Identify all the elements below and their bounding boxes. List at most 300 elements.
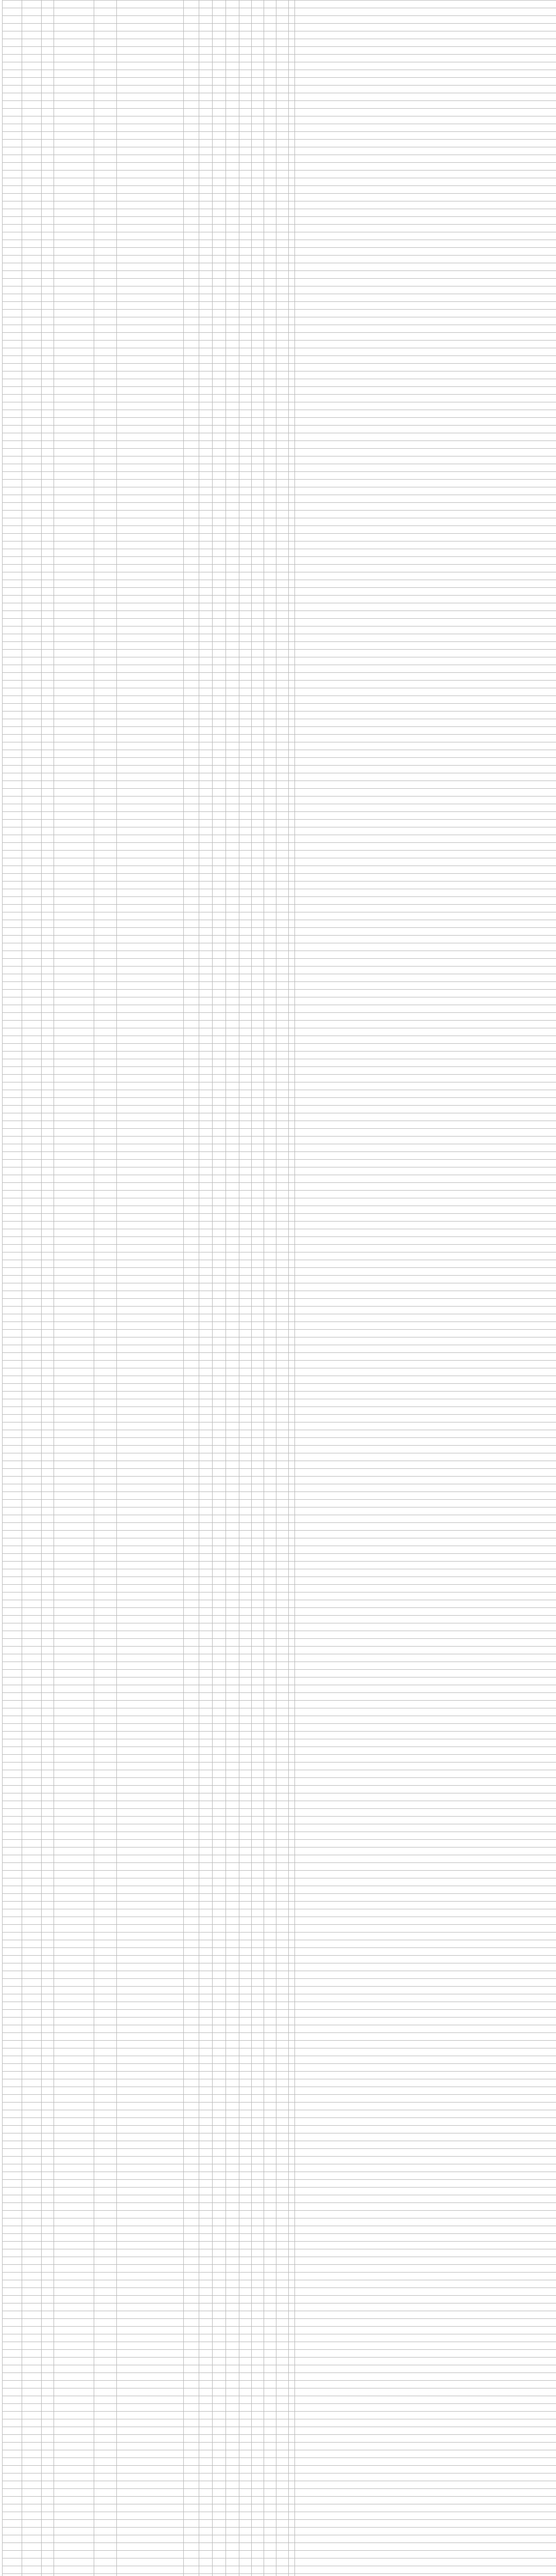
table-cell (213, 1276, 226, 1283)
table-cell (199, 1160, 213, 1167)
table-cell (54, 1484, 94, 1492)
table-cell (213, 866, 226, 874)
table-cell (226, 851, 239, 858)
table-cell (3, 1724, 22, 1732)
table-cell (3, 2211, 22, 2218)
table-cell (213, 1917, 226, 1925)
table-cell (295, 256, 556, 263)
table-cell (264, 310, 276, 317)
table-cell (117, 1762, 184, 1770)
table-cell (213, 116, 226, 124)
table-cell (22, 2211, 42, 2218)
table-cell (226, 1415, 239, 1422)
table-cell (184, 518, 199, 526)
table-cell (94, 1492, 117, 1500)
table-cell (213, 1368, 226, 1376)
table-cell (54, 626, 94, 634)
table-cell (213, 1160, 226, 1167)
table-cell (117, 2218, 184, 2226)
table-cell (295, 2087, 556, 2095)
table-cell (117, 1569, 184, 1577)
table-cell (289, 1654, 295, 1662)
table-cell (22, 356, 42, 364)
table-cell (3, 2018, 22, 2025)
table-cell (199, 1994, 213, 2002)
table-cell (239, 1724, 252, 1732)
table-cell (226, 93, 239, 101)
table-cell (239, 1878, 252, 1886)
table-cell (289, 387, 295, 395)
table-cell (184, 2203, 199, 2211)
table-cell (117, 31, 184, 39)
table-cell (94, 140, 117, 147)
table-cell (3, 1500, 22, 1507)
table-cell (3, 1376, 22, 1384)
table-cell (264, 1670, 276, 1677)
table-cell (3, 990, 22, 997)
table-cell (295, 217, 556, 225)
table-cell (184, 464, 199, 472)
table-row (3, 1732, 556, 1739)
table-cell (3, 1538, 22, 1546)
table-cell (117, 1075, 184, 1082)
table-row (3, 1523, 556, 1531)
table-cell (199, 2072, 213, 2079)
table-cell (42, 2018, 54, 2025)
table-cell (213, 1647, 226, 1654)
table-cell (199, 2218, 213, 2226)
table-cell (276, 1817, 289, 1824)
table-cell (276, 565, 289, 572)
table-cell (226, 1229, 239, 1237)
table-cell (226, 194, 239, 201)
table-cell (226, 735, 239, 742)
table-cell (239, 1515, 252, 1523)
table-cell (117, 1685, 184, 1693)
table-cell (3, 8, 22, 16)
table-cell (213, 232, 226, 240)
table-cell (54, 240, 94, 248)
table-cell (252, 2025, 264, 2033)
table-cell (3, 1484, 22, 1492)
table-cell (276, 1616, 289, 1623)
table-cell (264, 588, 276, 596)
table-cell (22, 294, 42, 302)
table-cell (94, 294, 117, 302)
table-cell (276, 1871, 289, 1878)
table-row (3, 541, 556, 549)
table-cell (252, 1067, 264, 1075)
table-cell (199, 480, 213, 487)
table-cell (199, 511, 213, 518)
table-cell (213, 603, 226, 611)
table-cell (295, 2095, 556, 2103)
table-cell (199, 294, 213, 302)
table-cell (54, 1106, 94, 1113)
table-cell (184, 2025, 199, 2033)
table-cell (276, 967, 289, 974)
table-cell (22, 1283, 42, 1291)
table-cell (199, 1948, 213, 1956)
table-cell (264, 1500, 276, 1507)
table-cell (117, 1013, 184, 1021)
table-row (3, 186, 556, 194)
table-cell (199, 348, 213, 356)
table-cell (54, 2226, 94, 2234)
table-cell (213, 2118, 226, 2126)
table-cell (252, 897, 264, 905)
table-cell (226, 402, 239, 410)
table-cell (295, 464, 556, 472)
table-cell (184, 1770, 199, 1778)
table-cell (94, 936, 117, 943)
table-cell (264, 232, 276, 240)
table-cell (117, 47, 184, 55)
table-cell (226, 1368, 239, 1376)
table-cell (3, 132, 22, 140)
table-cell (3, 1647, 22, 1654)
table-cell (226, 2234, 239, 2242)
table-cell (226, 1639, 239, 1647)
table-cell (252, 1268, 264, 1276)
table-cell (264, 626, 276, 634)
table-cell (276, 433, 289, 441)
table-cell (289, 232, 295, 240)
table-cell (289, 503, 295, 511)
table-cell (199, 1330, 213, 1337)
table-cell (22, 997, 42, 1005)
table-cell (226, 325, 239, 333)
table-cell (117, 2172, 184, 2180)
table-cell (264, 1252, 276, 1260)
table-cell (213, 1515, 226, 1523)
table-row (3, 1206, 556, 1214)
table-cell (289, 1368, 295, 1376)
table-cell (295, 1067, 556, 1075)
table-cell (264, 704, 276, 711)
table-cell (42, 124, 54, 132)
table-cell (213, 959, 226, 967)
table-cell (54, 2126, 94, 2133)
table-cell (199, 1260, 213, 1268)
table-cell (94, 1368, 117, 1376)
table-cell (213, 1, 226, 8)
table-cell (54, 70, 94, 78)
table-cell (3, 1755, 22, 1762)
table-row (3, 1036, 556, 1044)
table-cell (213, 1484, 226, 1492)
table-cell (199, 1438, 213, 1446)
table-cell (199, 1183, 213, 1191)
table-cell (22, 1677, 42, 1685)
table-cell (42, 364, 54, 371)
table-cell (199, 503, 213, 511)
table-cell (22, 1245, 42, 1252)
table-cell (239, 1137, 252, 1144)
table-cell (54, 2041, 94, 2048)
table-cell (22, 735, 42, 742)
table-cell (42, 789, 54, 796)
table-cell (22, 503, 42, 511)
table-cell (54, 673, 94, 681)
table-cell (3, 1507, 22, 1515)
table-cell (117, 480, 184, 487)
table-cell (42, 835, 54, 843)
table-cell (226, 1206, 239, 1214)
table-cell (239, 804, 252, 812)
table-cell (22, 1647, 42, 1654)
table-cell (213, 1840, 226, 1848)
table-cell (226, 1863, 239, 1871)
table-cell (276, 1322, 289, 1330)
table-cell (117, 472, 184, 480)
table-row (3, 348, 556, 356)
table-row (3, 1152, 556, 1160)
table-cell (3, 279, 22, 286)
table-cell (289, 588, 295, 596)
table-cell (213, 928, 226, 936)
table-cell (264, 866, 276, 874)
table-cell (42, 1701, 54, 1708)
table-cell (295, 1708, 556, 1716)
table-cell (276, 86, 289, 93)
table-cell (117, 511, 184, 518)
table-cell (42, 1152, 54, 1160)
table-cell (276, 1878, 289, 1886)
table-cell (239, 248, 252, 256)
table-cell (276, 1662, 289, 1670)
table-cell (42, 1160, 54, 1167)
table-cell (3, 1592, 22, 1600)
table-cell (54, 1677, 94, 1685)
table-cell (42, 1971, 54, 1979)
table-cell (3, 1461, 22, 1469)
table-cell (276, 897, 289, 905)
table-cell (54, 1546, 94, 1554)
table-cell (264, 1693, 276, 1701)
table-cell (42, 1384, 54, 1392)
table-cell (226, 1098, 239, 1106)
table-cell (199, 541, 213, 549)
table-cell (3, 2149, 22, 2157)
table-cell (239, 626, 252, 634)
table-cell (199, 217, 213, 225)
table-cell (199, 1987, 213, 1994)
table-cell (54, 2234, 94, 2242)
table-cell (22, 456, 42, 464)
table-cell (264, 696, 276, 704)
table-cell (226, 889, 239, 897)
table-cell (276, 1, 289, 8)
table-cell (213, 93, 226, 101)
table-cell (22, 232, 42, 240)
table-cell (289, 1082, 295, 1090)
table-cell (264, 2180, 276, 2188)
table-cell (226, 1817, 239, 1824)
table-cell (213, 812, 226, 820)
table-cell (226, 1384, 239, 1392)
table-row (3, 1817, 556, 1824)
table-cell (199, 1708, 213, 1716)
table-row (3, 480, 556, 487)
table-cell (264, 1840, 276, 1848)
table-cell (276, 2072, 289, 2079)
table-row (3, 1925, 556, 1933)
table-cell (264, 843, 276, 851)
table-cell (295, 820, 556, 827)
table-cell (42, 1438, 54, 1446)
table-cell (199, 1137, 213, 1144)
table-cell (117, 1600, 184, 1608)
table-cell (239, 549, 252, 557)
table-cell (289, 371, 295, 379)
table-cell (3, 696, 22, 704)
table-cell (184, 541, 199, 549)
table-cell (276, 634, 289, 642)
table-cell (42, 2180, 54, 2188)
table-cell (199, 1376, 213, 1384)
table-cell (94, 866, 117, 874)
table-cell (213, 1399, 226, 1407)
table-cell (22, 78, 42, 86)
table-cell (226, 1994, 239, 2002)
table-cell (252, 271, 264, 279)
table-cell (226, 1376, 239, 1384)
table-cell (264, 387, 276, 395)
table-cell (184, 1330, 199, 1337)
table-cell (264, 456, 276, 464)
table-cell (264, 557, 276, 565)
table-cell (3, 1422, 22, 1430)
table-cell (54, 719, 94, 727)
table-cell (117, 240, 184, 248)
table-cell (213, 1430, 226, 1438)
table-cell (54, 889, 94, 897)
table-cell (264, 1569, 276, 1577)
table-cell (295, 194, 556, 201)
table-cell (117, 1531, 184, 1538)
table-cell (226, 1585, 239, 1592)
table-cell (94, 974, 117, 982)
table-cell (184, 1909, 199, 1917)
table-cell (94, 634, 117, 642)
table-cell (276, 55, 289, 62)
table-cell (3, 866, 22, 874)
table-cell (252, 1106, 264, 1113)
table-cell (226, 1724, 239, 1732)
table-cell (117, 2164, 184, 2172)
table-cell (184, 1585, 199, 1592)
table-cell (289, 116, 295, 124)
table-cell (3, 2033, 22, 2041)
table-cell (117, 1755, 184, 1762)
table-cell (276, 874, 289, 882)
table-cell (226, 1222, 239, 1229)
table-cell (42, 1399, 54, 1407)
table-cell (54, 1276, 94, 1283)
table-cell (42, 78, 54, 86)
table-cell (239, 1376, 252, 1384)
table-cell (199, 696, 213, 704)
table-cell (54, 711, 94, 719)
table-cell (239, 480, 252, 487)
table-cell (42, 1283, 54, 1291)
table-cell (213, 843, 226, 851)
table-cell (213, 1345, 226, 1353)
table-cell (3, 1477, 22, 1484)
table-cell (199, 410, 213, 418)
table-cell (213, 1793, 226, 1801)
table-cell (94, 24, 117, 31)
table-cell (42, 101, 54, 109)
table-cell (289, 178, 295, 186)
table-cell (289, 1198, 295, 1206)
table-cell (252, 487, 264, 495)
table-cell (3, 163, 22, 171)
table-cell (3, 1345, 22, 1353)
table-cell (213, 1933, 226, 1940)
table-cell (295, 626, 556, 634)
table-cell (252, 997, 264, 1005)
table-cell (252, 835, 264, 843)
table-cell (54, 1979, 94, 1987)
table-cell (289, 742, 295, 750)
table-cell (264, 1639, 276, 1647)
table-cell (213, 1376, 226, 1384)
table-cell (184, 796, 199, 804)
table-cell (3, 650, 22, 657)
table-cell (3, 565, 22, 572)
table-row (3, 827, 556, 835)
table-cell (276, 2226, 289, 2234)
table-cell (42, 2195, 54, 2203)
table-cell (239, 186, 252, 194)
table-cell (199, 1569, 213, 1577)
table-cell (295, 418, 556, 426)
table-cell (117, 1407, 184, 1415)
table-cell (184, 2164, 199, 2172)
table-cell (184, 317, 199, 325)
table-cell (295, 1616, 556, 1623)
table-cell (54, 1299, 94, 1307)
table-cell (117, 1059, 184, 1067)
table-cell (252, 1577, 264, 1585)
table-row (3, 441, 556, 449)
table-cell (42, 1585, 54, 1592)
table-cell (94, 1592, 117, 1600)
table-cell (295, 1848, 556, 1855)
table-cell (54, 1817, 94, 1824)
table-cell (54, 1469, 94, 1477)
table-cell (54, 704, 94, 711)
table-cell (184, 2056, 199, 2064)
table-cell (117, 1677, 184, 1685)
table-cell (213, 1260, 226, 1268)
table-cell (42, 449, 54, 456)
table-cell (199, 1314, 213, 1322)
table-cell (252, 248, 264, 256)
table-cell (22, 796, 42, 804)
table-cell (276, 1036, 289, 1044)
table-cell (3, 704, 22, 711)
table-cell (226, 1739, 239, 1747)
table-cell (42, 31, 54, 39)
table-cell (184, 2126, 199, 2133)
table-cell (295, 2257, 556, 2265)
table-cell (289, 1608, 295, 1616)
table-cell (199, 1979, 213, 1987)
table-cell (289, 727, 295, 735)
